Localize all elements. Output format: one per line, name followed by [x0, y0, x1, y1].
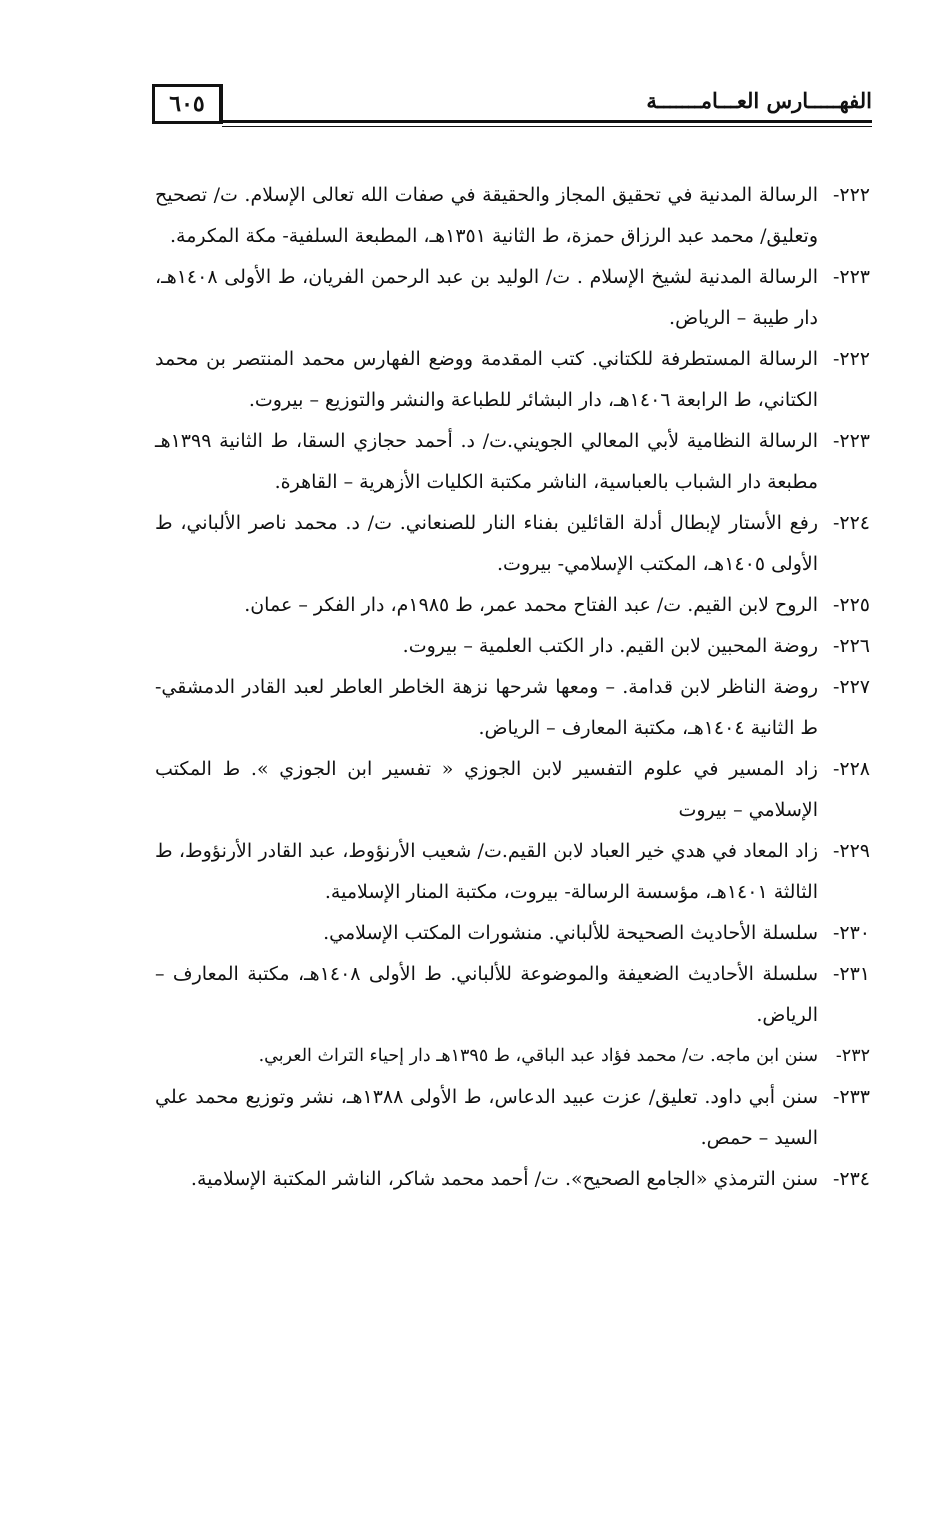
entry-number: ٢٢٥-: [832, 594, 870, 616]
header-title: الفهـــــارس العـــامـــــــة: [646, 88, 872, 113]
entry-number: ٢٢٤-: [832, 512, 870, 534]
entry-number: ٢٢٩-: [832, 840, 870, 862]
entry-text: زاد المعاد في هدي خير العباد لابن القيم.ت/ شعيب الأرنؤوط، عبد القادر الأرنؤوط، ط الثالثة ١٤٠١هـ، مؤسسة الرسالة- بيروت، مكتبة المنار الإسلامية.: [155, 840, 818, 903]
entry-number: ٢٢٣-: [832, 430, 870, 452]
entry-number: ٢٢٢-: [832, 348, 870, 370]
entry-number: ٢٣١-: [832, 963, 870, 985]
entry-text: سنن ابن ماجه. ت/ محمد فؤاد عبد الباقي، ط ١٣٩٥هـ دار إحياء التراث العربي.: [258, 1046, 818, 1066]
entry-number: ٢٣٢-: [835, 1046, 870, 1066]
entry-number: ٢٣٣-: [832, 1086, 870, 1108]
entry-text: سنن الترمذي «الجامع الصحيح». ت/ أحمد محمد شاكر، الناشر المكتبة الإسلامية.: [190, 1168, 818, 1190]
bibliography-entry: [155, 667, 870, 749]
entry-text: الرسالة المستطرفة للكتاني. كتب المقدمة ووضع الفهارس محمد المنتصر بن محمد الكتاني، ط الرابعة ١٤٠٦هـ، دار البشائر للطباعة والنشر والتوزيع – بيروت.: [155, 348, 818, 411]
entry-text: الرسالة المدنية لشيخ الإسلام . ت/ الوليد بن عبد الرحمن الفريان، ط الأولى ١٤٠٨هـ، دار طيبة – الرياض.: [155, 266, 818, 329]
bibliography-entry: [155, 1159, 870, 1200]
entry-text: زاد المسير في علوم التفسير لابن الجوزي « تفسير ابن الجوزي ». ط المكتب الإسلامي – بيروت: [155, 758, 818, 821]
bibliography-entry: [155, 339, 870, 421]
entry-text: الروح لابن القيم. ت/ عبد الفتاح محمد عمر، ط ١٩٨٥م، دار الفكر – عمان.: [244, 594, 818, 616]
page-number: ٦٠٥: [152, 84, 223, 124]
entry-text: سنن أبي داود. تعليق/ عزت عبيد الدعاس، ط الأولى ١٣٨٨هـ، نشر وتوزيع محمد علي السيد – حمص.: [155, 1086, 818, 1149]
bibliography-entry: [155, 913, 870, 954]
bibliography-entry: [155, 954, 870, 1036]
bibliography-list: [155, 175, 870, 1200]
entry-text: سلسلة الأحاديث الضعيفة والموضوعة للألباني. ط الأولى ١٤٠٨هـ، مكتبة المعارف – الرياض.: [155, 963, 818, 1026]
bibliography-entry: [155, 626, 870, 667]
entry-number: ٢٢٦-: [832, 635, 870, 657]
entry-number: ٢٣٠-: [832, 922, 870, 944]
entry-number: ٢٢٨-: [832, 758, 870, 780]
page-header: [150, 82, 872, 126]
bibliography-entry: [155, 831, 870, 913]
bibliography-entry: [155, 503, 870, 585]
entry-text: روضة الناظر لابن قدامة. – ومعها شرحها نزهة الخاطر العاطر لعبد القادر الدمشقي- ط الثانية ١٤٠٤هـ، مكتبة المعارف – الرياض.: [155, 676, 818, 739]
entry-number: ٢٢٢-: [832, 184, 870, 206]
bibliography-entry: [155, 421, 870, 503]
bibliography-entry: [155, 585, 870, 626]
entry-text: سلسلة الأحاديث الصحيحة للألباني. منشورات المكتب الإسلامي.: [323, 922, 818, 944]
entry-text: روضة المحبين لابن القيم. دار الكتب العلمية – بيروت.: [402, 635, 818, 657]
entry-text: الرسالة النظامية لأبي المعالي الجويني.ت/ د. أحمد حجازي السقا، ط الثانية ١٣٩٩هـ مطبعة دار الشباب بالعباسية، الناشر مكتبة الكليات الأزهرية – القاهرة.: [155, 430, 818, 493]
bibliography-entry: [155, 257, 870, 339]
entry-number: ٢٣٤-: [832, 1168, 870, 1190]
bibliography-entry: [155, 175, 870, 257]
header-rule-thick: [222, 120, 872, 123]
entry-text: رفع الأستار لإبطال أدلة القائلين بفناء النار للصنعاني. ت/ د. محمد ناصر الألباني، ط الأولى ١٤٠٥هـ، المكتب الإسلامي- بيروت.: [155, 512, 818, 575]
bibliography-entry: [155, 749, 870, 831]
bibliography-entry: [155, 1036, 870, 1077]
entry-number: ٢٢٣-: [832, 266, 870, 288]
bibliography-entry: [155, 1077, 870, 1159]
entry-text: الرسالة المدنية في تحقيق المجاز والحقيقة في صفات الله تعالى الإسلام. ت/ تصحيح وتعليق/ محمد عبد الرزاق حمزة، ط الثانية ١٣٥١هـ، المطبعة السلفية- مكة المكرمة.: [155, 184, 818, 247]
entry-number: ٢٢٧-: [832, 676, 870, 698]
header-rule-thin: [222, 126, 872, 127]
